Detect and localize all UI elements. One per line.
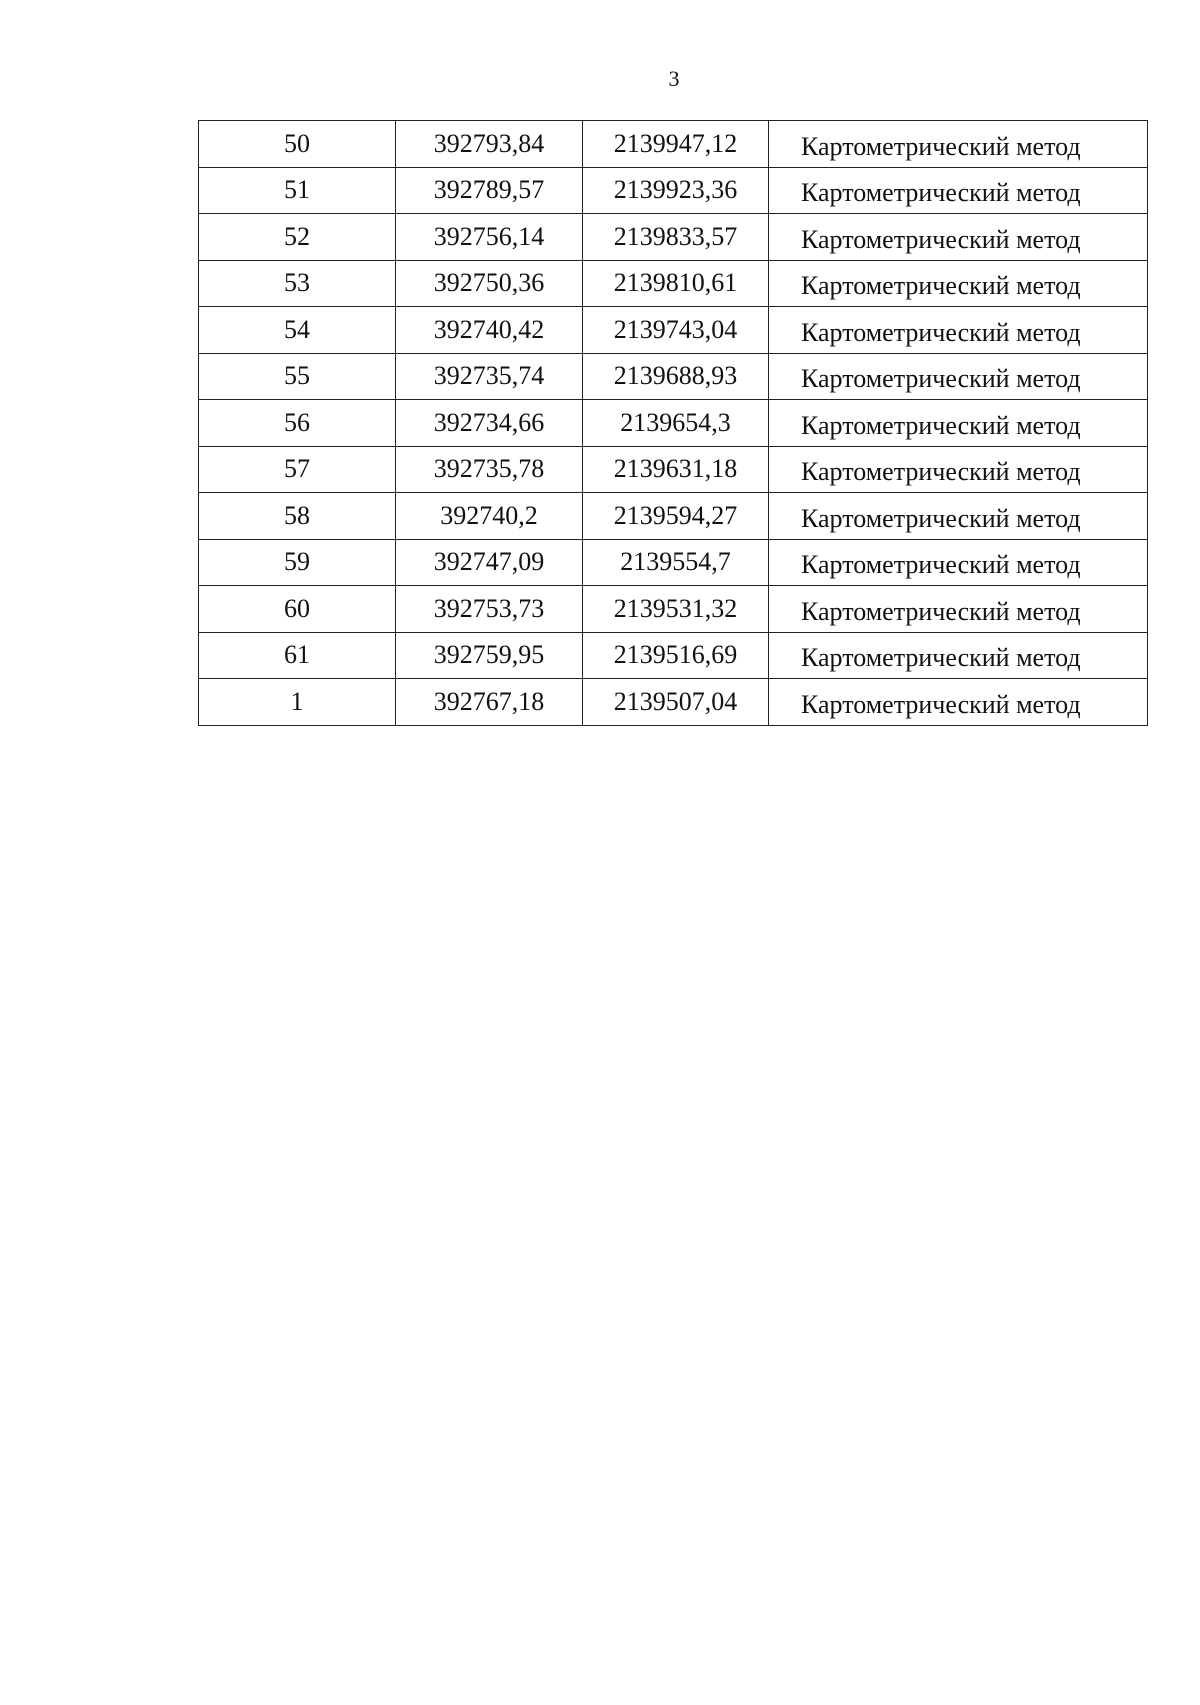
method-cell: Картометрический метод <box>769 353 1148 400</box>
x-coordinate-cell: 392789,57 <box>396 167 583 214</box>
point-number-cell: 58 <box>199 493 396 540</box>
y-coordinate-cell: 2139654,3 <box>583 400 769 447</box>
method-cell: Картометрический метод <box>769 446 1148 493</box>
y-coordinate-cell: 2139743,04 <box>583 307 769 354</box>
y-coordinate-cell: 2139833,57 <box>583 214 769 261</box>
table-row <box>199 353 1148 400</box>
table-row <box>199 214 1148 261</box>
table-row <box>199 493 1148 540</box>
x-coordinate-cell: 392793,84 <box>396 121 583 168</box>
x-coordinate-cell: 392750,36 <box>396 260 583 307</box>
point-number-cell: 61 <box>199 632 396 679</box>
x-coordinate-cell: 392735,78 <box>396 446 583 493</box>
x-coordinate-cell: 392740,42 <box>396 307 583 354</box>
x-coordinate-cell: 392735,74 <box>396 353 583 400</box>
table-row <box>199 446 1148 493</box>
y-coordinate-cell: 2139516,69 <box>583 632 769 679</box>
method-cell: Картометрический метод <box>769 260 1148 307</box>
point-number-cell: 57 <box>199 446 396 493</box>
coordinates-table <box>198 120 1148 726</box>
table-row <box>199 260 1148 307</box>
point-number-cell: 1 <box>199 679 396 726</box>
method-cell: Картометрический метод <box>769 214 1148 261</box>
y-coordinate-cell: 2139810,61 <box>583 260 769 307</box>
method-cell: Картометрический метод <box>769 400 1148 447</box>
method-cell: Картометрический метод <box>769 307 1148 354</box>
y-coordinate-cell: 2139923,36 <box>583 167 769 214</box>
point-number-cell: 53 <box>199 260 396 307</box>
y-coordinate-cell: 2139507,04 <box>583 679 769 726</box>
table-row <box>199 632 1148 679</box>
table-row <box>199 679 1148 726</box>
method-cell: Картометрический метод <box>769 167 1148 214</box>
y-coordinate-cell: 2139688,93 <box>583 353 769 400</box>
point-number-cell: 50 <box>199 121 396 168</box>
point-number-cell: 55 <box>199 353 396 400</box>
table-row <box>199 586 1148 633</box>
table-row <box>199 307 1148 354</box>
page-number: 3 <box>668 66 680 91</box>
point-number-cell: 60 <box>199 586 396 633</box>
table-row <box>199 121 1148 168</box>
x-coordinate-cell: 392747,09 <box>396 539 583 586</box>
table-row <box>199 400 1148 447</box>
x-coordinate-cell: 392740,2 <box>396 493 583 540</box>
x-coordinate-cell: 392756,14 <box>396 214 583 261</box>
method-cell: Картометрический метод <box>769 121 1148 168</box>
method-cell: Картометрический метод <box>769 493 1148 540</box>
method-cell: Картометрический метод <box>769 586 1148 633</box>
x-coordinate-cell: 392759,95 <box>396 632 583 679</box>
point-number-cell: 51 <box>199 167 396 214</box>
table-row <box>199 539 1148 586</box>
method-cell: Картометрический метод <box>769 539 1148 586</box>
y-coordinate-cell: 2139947,12 <box>583 121 769 168</box>
x-coordinate-cell: 392767,18 <box>396 679 583 726</box>
x-coordinate-cell: 392753,73 <box>396 586 583 633</box>
y-coordinate-cell: 2139631,18 <box>583 446 769 493</box>
table-row <box>199 167 1148 214</box>
point-number-cell: 59 <box>199 539 396 586</box>
method-cell: Картометрический метод <box>769 632 1148 679</box>
y-coordinate-cell: 2139531,32 <box>583 586 769 633</box>
method-cell: Картометрический метод <box>769 679 1148 726</box>
y-coordinate-cell: 2139594,27 <box>583 493 769 540</box>
x-coordinate-cell: 392734,66 <box>396 400 583 447</box>
y-coordinate-cell: 2139554,7 <box>583 539 769 586</box>
point-number-cell: 56 <box>199 400 396 447</box>
point-number-cell: 54 <box>199 307 396 354</box>
point-number-cell: 52 <box>199 214 396 261</box>
